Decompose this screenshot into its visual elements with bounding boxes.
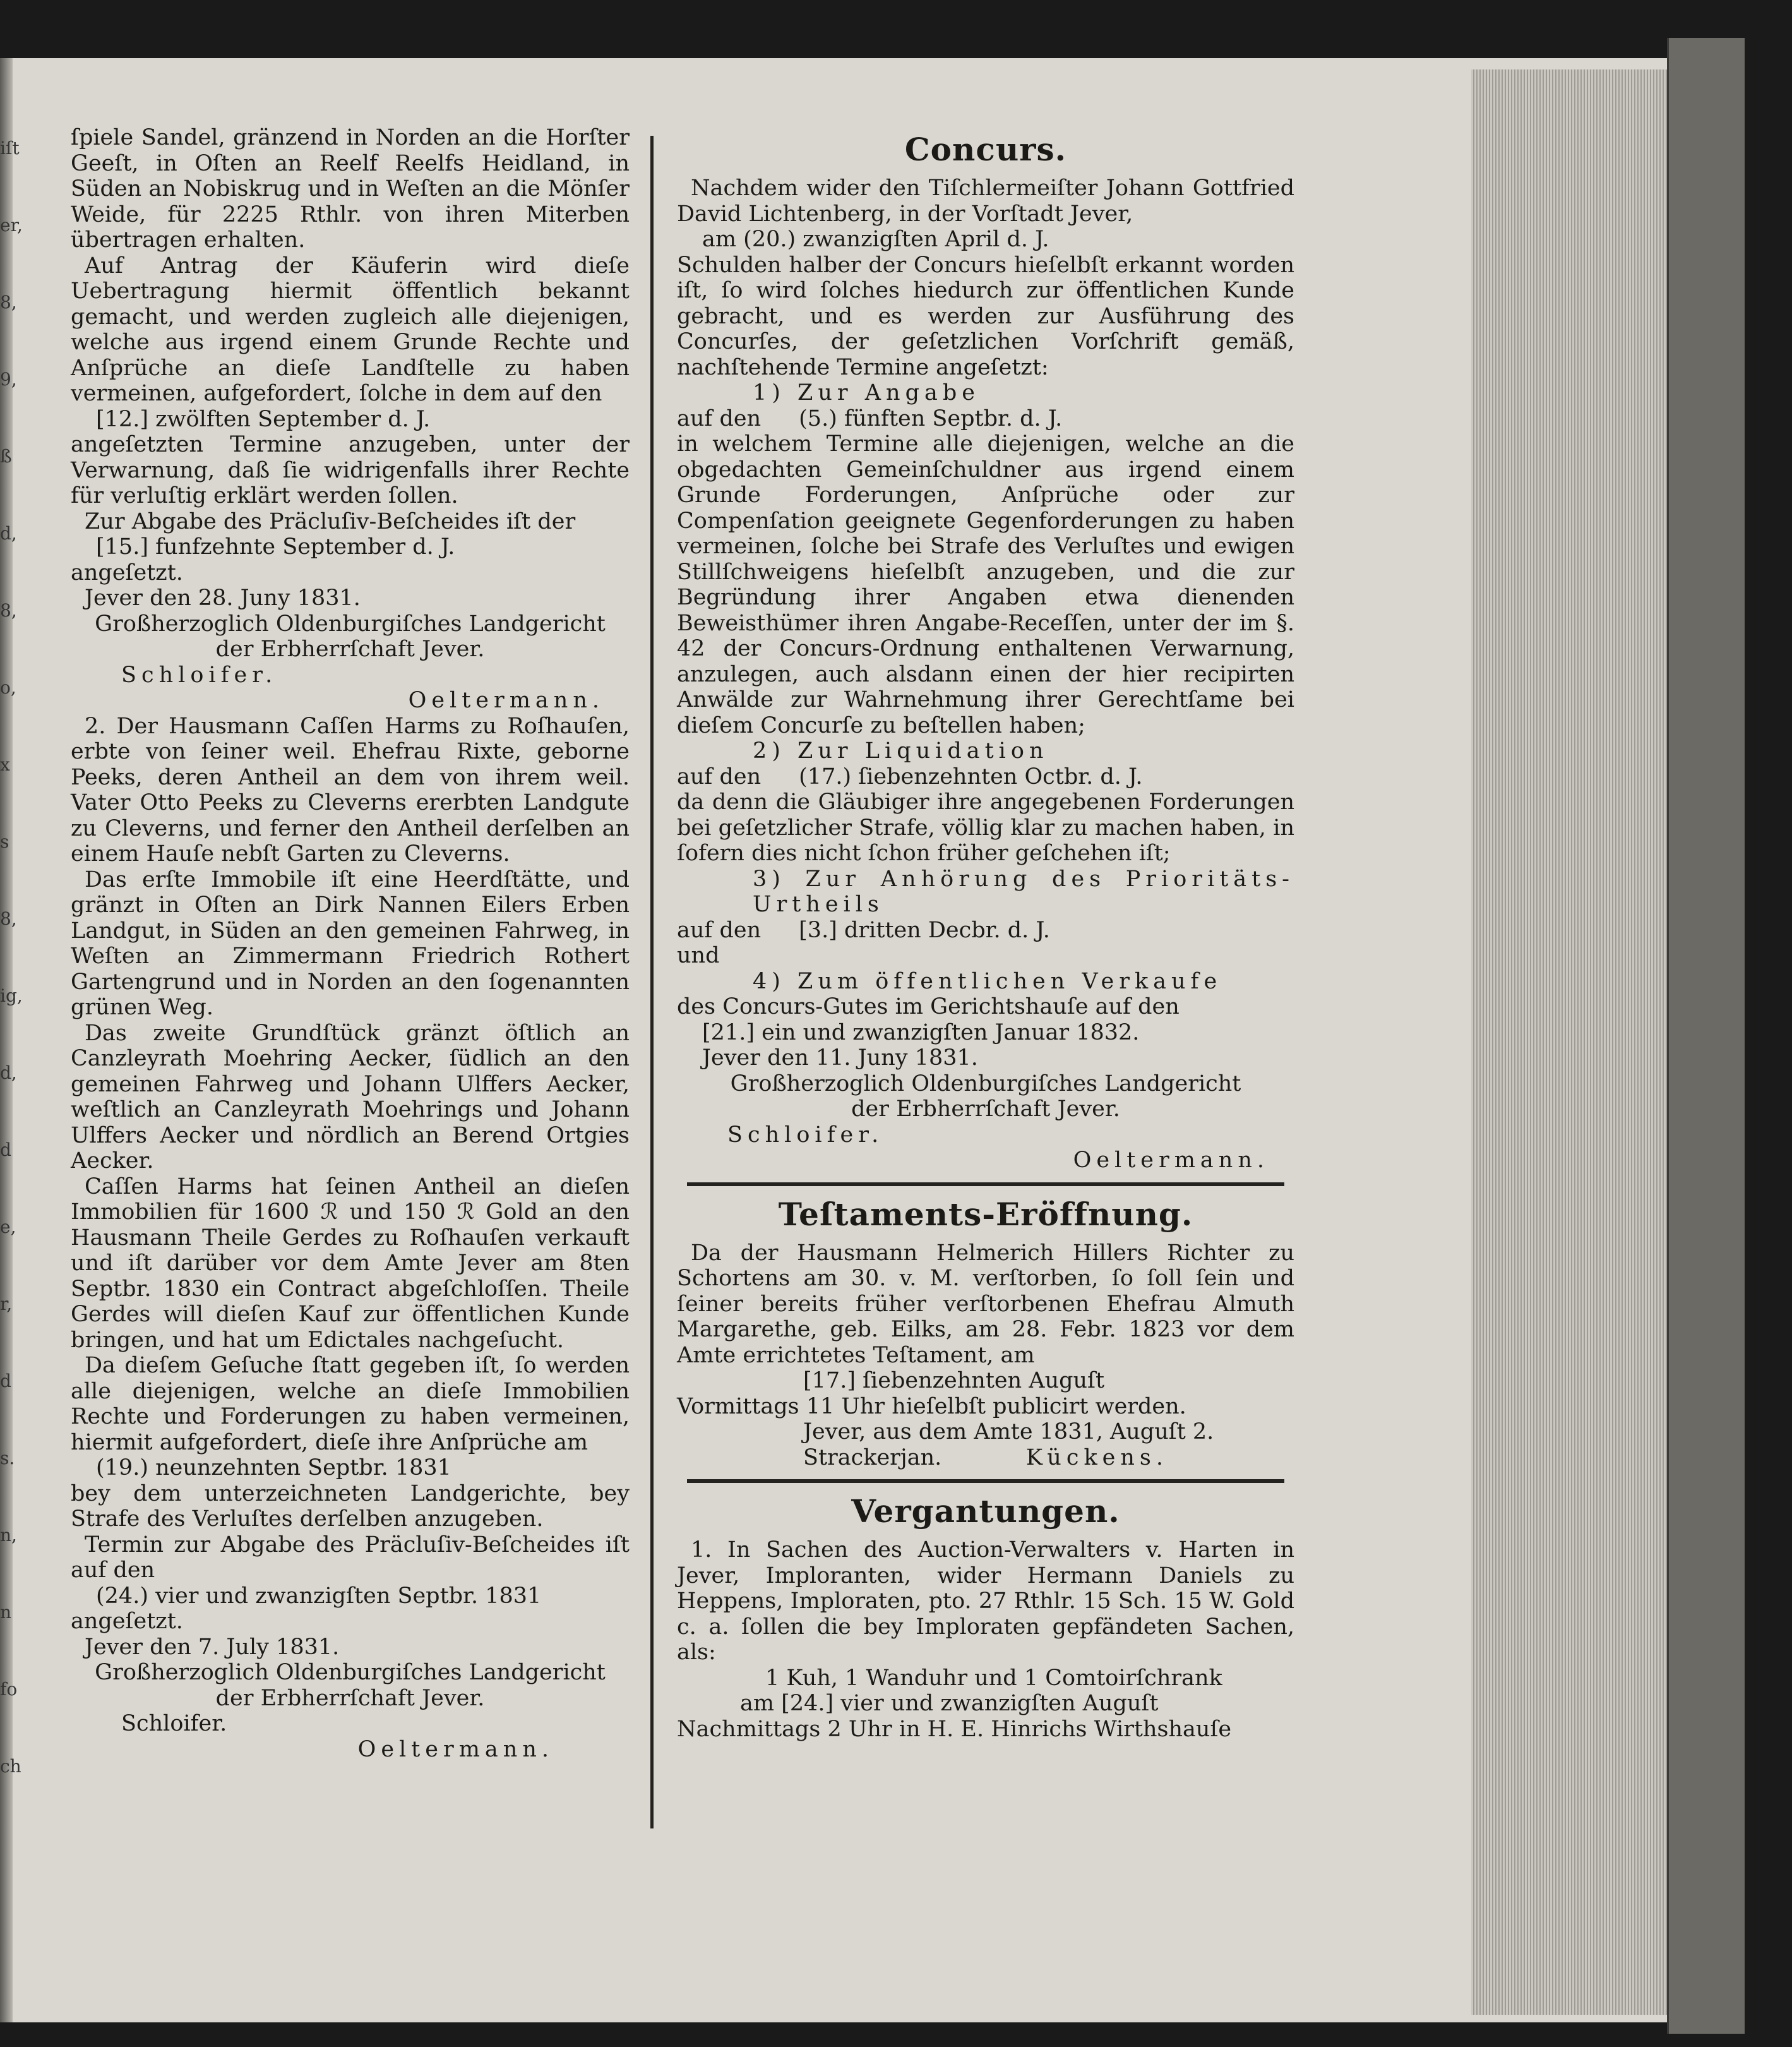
date-line: [21.] ein und zwanzigſten Januar 1832.: [702, 1019, 1140, 1045]
date-line: (24.) vier und zwanzigſten Septbr. 1831: [96, 1583, 542, 1609]
paragraph: Nachmittags 2 Uhr in H. E. Hinrichs Wirthshauſe: [677, 1716, 1232, 1742]
margin-fragment: n: [0, 1602, 12, 1623]
paragraph: bey dem unterzeichneten Landgerichte, bey Strafe des Verluſtes derſelben anzugeben.: [71, 1480, 630, 1532]
date-value: [3.] dritten Decbr. d. J.: [799, 917, 1050, 943]
signatures: [677, 1148, 1294, 1174]
date-label: auf den: [677, 917, 762, 943]
signatures: [71, 688, 630, 714]
paragraph: angeſetzt.: [71, 1609, 183, 1634]
margin-fragment: iſt: [0, 138, 20, 159]
margin-fragment: ß: [0, 446, 12, 467]
margin-fragment: 9,: [0, 369, 17, 390]
date-line: [677, 918, 1294, 944]
section-heading: Vergantungen.: [851, 1492, 1120, 1530]
paragraph: angeſetzt.: [71, 560, 183, 585]
paragraph: da denn die Gläubiger ihre angegebenen Forderungen bei geſetzlicher Strafe, völlig klar zu machen haben, in ſofern dies nicht ſchon früher geſchehen iſt;: [677, 789, 1294, 866]
paragraph: Zur Abgabe des Präcluſiv-Beſcheides iſt der: [85, 508, 576, 534]
date-line: am [24.] vier und zwanzigſten Auguſt: [740, 1691, 1159, 1716]
margin-fragment: e,: [0, 1216, 16, 1237]
section-rule: [687, 1182, 1284, 1186]
paragraph: Caſſen Harms hat ſeinen Antheil an dieſen Immobilien für 1600 ℛ und 150 ℛ Gold an den Hausmann Theile Gerdes zu Roſhauſen verkauft und iſt darüber vor dem Amte Jever am 8ten Septbr. 1830 ein Contract abgeſchloſſen. Theile Gerdes will dieſen Kauf zur öffentlichen Kunde bringen, und hat um Edictales nachgeſucht.: [71, 1174, 630, 1353]
paragraph: angeſetzten Termine anzugeben, unter der Verwarnung, daß ſie widrigenfalls ihrer Rechte für verluſtig erklärt werden ſollen.: [71, 432, 630, 508]
margin-fragment: d,: [0, 1062, 17, 1083]
date-line: [15.] funfzehnte September d. J.: [96, 534, 455, 560]
court-name: Großherzoglich Oldenburgiſches Landgericht: [95, 1660, 606, 1685]
margin-fragment: ch: [0, 1756, 21, 1777]
left-column: [71, 125, 630, 1762]
paragraph: ſpiele Sandel, gränzend in Norden an die Horſter Geeſt, in Oſten an Reelf Reelfs Heidland, in Süden an Nobiskrug und in Weſten an die Mönſer Weide, für 2225 Rthlr. von ihren Miterben übertragen erhalten.: [71, 125, 630, 253]
paragraph: Vormittags 11 Uhr hieſelbſt publicirt werden.: [677, 1393, 1186, 1419]
margin-fragment: d: [0, 1371, 11, 1391]
signature-name: Kückens.: [1025, 1444, 1168, 1470]
margin-fragment: 8,: [0, 600, 17, 621]
date-line: am (20.) zwanzigſten April d. J.: [702, 227, 1049, 252]
signatures: [71, 663, 630, 688]
paragraph: 2. Der Hausmann Caſſen Harms zu Roſhauſen, erbte von ſeiner weil. Ehefrau Rixte, geborne Peeks, deren Antheil an dem von ihrem weil. Vater Otto Peeks zu Cleverns ererbten Landgute zu Cleverns, und ferner den Antheil derſelben an einem Hauſe nebſt Garten zu Cleverns.: [71, 713, 630, 867]
margin-fragment: x: [0, 754, 10, 775]
item-list: 1 Kuh, 1 Wanduhr und 1 Comtoirſchrank: [765, 1665, 1222, 1691]
date-line: [677, 406, 1294, 432]
paragraph: Das erſte Immobile iſt eine Heerdſtätte, und gränzt in Oſten an Dirk Nannen Eilers Erben Landgut, in Süden an den gemeinen Fahrweg, in Weſten an Zimmermann Friedrich Rothert Gartengrund und in Norden an den ſogenannten grünen Weg.: [71, 867, 630, 1020]
margin-fragment: n,: [0, 1525, 17, 1546]
signature-name: Oeltermann.: [1073, 1148, 1269, 1173]
book-cover-edge: [1667, 38, 1745, 2034]
date-value: (17.) ſiebenzehnten Octbr. d. J.: [799, 764, 1143, 789]
paragraph: 1. In Sachen des Auction-Verwalters v. Harten in Jever, Imploranten, wider Hermann Daniels zu Heppens, Imploraten, pto. 27 Rthlr. 15 Sch. 15 W. Gold c. a. ſollen die bey Imploraten gepfändeten Sachen, als:: [677, 1537, 1294, 1665]
signature-name: Schloifer.: [727, 1122, 884, 1148]
signature-name: Schloifer.: [121, 662, 278, 688]
paragraph: Das zweite Grundſtück gränzt öſtlich an Canzleyrath Moehring Aecker, ſüdlich an den gemeinen Fahrweg und Johann Ulffers Aecker, weſtlich an Canzleyrath Moehrings und Johann Ulffers Aecker und nördlich an Berend Ortgies Aecker.: [71, 1020, 630, 1174]
court-name: der Erbherrſchaft Jever.: [215, 1685, 485, 1711]
signature-name: Oeltermann.: [408, 688, 604, 713]
date-line: [677, 764, 1294, 790]
paragraph: Da der Hausmann Helmerich Hillers Richter zu Schortens am 30. v. M. verſtorben, ſo ſoll ſein und ſeiner bereits früher verſtorbenen Ehefrau Almuth Margarethe, geb. Eilks, am 28. Febr. 1823 vor dem Amte errichtetes Teſtament, am: [677, 1240, 1294, 1368]
court-name: der Erbherrſchaft Jever.: [851, 1096, 1120, 1122]
margin-fragment: er,: [0, 215, 23, 236]
court-name: Großherzoglich Oldenburgiſches Landgericht: [95, 611, 606, 637]
margin-fragment: 8,: [0, 292, 17, 313]
court-name: der Erbherrſchaft Jever.: [215, 637, 485, 662]
paragraph: Schulden halber der Concurs hieſelbſt erkannt worden iſt, ſo wird ſolches hiedurch zur öffentlichen Kunde gebracht, und es werden zur Ausführung des Concurſes, der geſetzlichen Vorſchrift gemäß, nachſtehende Termine angeſetzt:: [677, 252, 1294, 380]
paragraph: des Concurs-Gutes im Gerichtshauſe auf den: [677, 994, 1180, 1019]
signatures: [71, 1711, 630, 1737]
court-name: Großherzoglich Oldenburgiſches Landgericht: [730, 1071, 1241, 1096]
paragraph: Auf Antrag der Käuferin wird dieſe Uebertragung hiermit öffentlich bekannt gemacht, und werden zugleich alle diejenigen, welche aus irgend einem Grunde Rechte und Anſprüche an dieſe Landſtelle zu haben vermeinen, aufgefordert, ſolche in dem auf den: [71, 253, 630, 406]
margin-fragment: fo: [0, 1679, 18, 1700]
margin-fragment: 8,: [0, 908, 17, 929]
place-date: Jever den 28. Juny 1831.: [85, 585, 361, 611]
date-label: auf den: [677, 764, 762, 789]
margin-fragment: o,: [0, 677, 16, 698]
vergantungen-notice: [677, 1489, 1294, 1742]
right-column: [677, 125, 1294, 1742]
date-line: [12.] zwölften September d. J.: [96, 406, 431, 432]
paragraph: Nachdem wider den Tiſchlermeiſter Johann Gottfried David Lichtenberg, in der Vorſtadt Jever,: [677, 176, 1294, 227]
paragraph: Termin zur Abgabe des Präcluſiv-Beſcheides iſt auf den: [71, 1532, 630, 1583]
paragraph: Da dieſem Geſuche ſtatt gegeben iſt, ſo werden alle diejenigen, welche an dieſe Immobilien Rechte und Forderungen zu haben vermeinen, hiermit aufgefordert, dieſe ihre Anſprüche am: [71, 1353, 630, 1455]
signatures: [677, 1122, 1294, 1148]
section-heading: Teſtaments-Eröffnung.: [778, 1195, 1193, 1233]
list-item: 4) Zum öffentlichen Verkaufe: [753, 968, 1222, 994]
margin-fragment: d: [0, 1139, 11, 1160]
paragraph: in welchem Termine alle diejenigen, welche an die obgedachten Gemeinſchuldner aus irgend einem Grunde Forderungen, Anſprüche oder zur Compenſation geeignete Gegenforderungen zu haben vermeinen, ſolche bei Strafe des Verluſtes und ewigen Stillſchweigens hieſelbſt anzugeben, und die zur Begründung ihrer Angaben etwa dienenden Beweisthümer ihren Angabe-Receſſen, unter der im §. 42 der Concurs-Ordnung enthaltenen Verwarnung, anzulegen, auch alsdann einen der hier recipirten Anwälde zur Wahrnehmung ihrer Gerechtſame bei dieſem Concurſe zu beſtellen haben;: [677, 431, 1294, 738]
signatures: [677, 1445, 1294, 1471]
concurs-notice: [677, 128, 1294, 1174]
paragraph: und: [677, 943, 720, 968]
signature-name: Schloifer.: [121, 1711, 227, 1736]
margin-fragment: r,: [0, 1294, 13, 1314]
signatures: [71, 1737, 630, 1763]
date-line: [17.] ſiebenzehnten Auguſt: [803, 1368, 1105, 1393]
margin-fragment: s.: [0, 1448, 15, 1468]
section-rule: [687, 1479, 1284, 1483]
list-item: 1) Zur Angabe: [753, 380, 980, 405]
margin-fragment: ig,: [0, 985, 23, 1006]
list-item: 3) Zur Anhörung des Prioritäts-Urtheils: [753, 866, 1294, 917]
date-line: (19.) neunzehnten Septbr. 1831: [96, 1455, 451, 1480]
testament-notice: [677, 1192, 1294, 1471]
place-date: Jever den 11. Juny 1831.: [702, 1045, 978, 1071]
date-value: (5.) fünften Septbr. d. J.: [799, 405, 1063, 431]
section-heading: Concurs.: [904, 131, 1067, 168]
date-label: auf den: [677, 405, 762, 431]
column-divider: [650, 136, 654, 1828]
place-date: Jever, aus dem Amte 1831, Auguſt 2.: [803, 1419, 1214, 1444]
place-date: Jever den 7. July 1831.: [85, 1634, 340, 1660]
page-gutter: [0, 58, 23, 2022]
signature-name: Oeltermann.: [357, 1736, 554, 1762]
margin-fragment: s: [0, 831, 9, 852]
signature-name: Strackerjan.: [803, 1444, 942, 1470]
margin-fragment: d,: [0, 523, 17, 544]
list-item: 2) Zur Liquidation: [753, 738, 1049, 764]
